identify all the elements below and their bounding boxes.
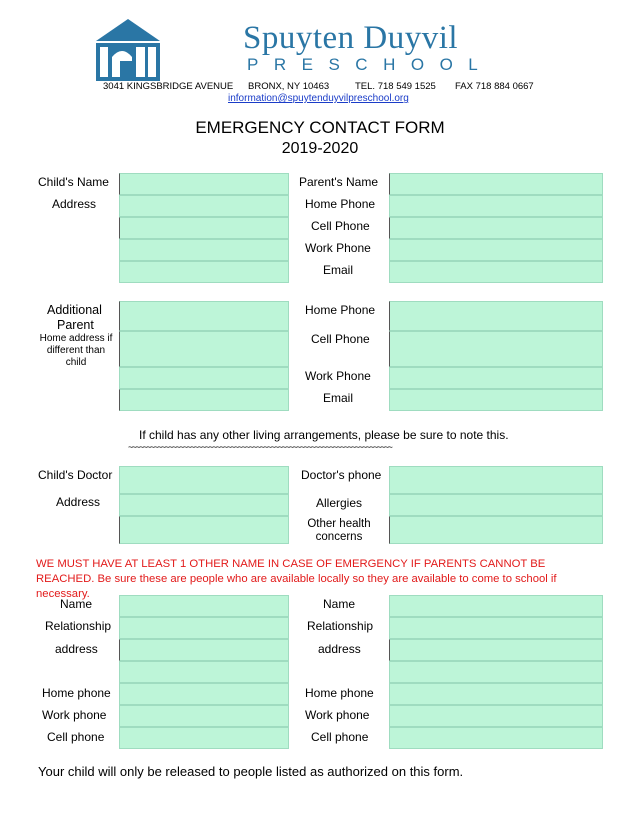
- fax: FAX 718 884 0667: [455, 81, 534, 92]
- label-contact1-name: Name: [60, 597, 93, 611]
- contact1-address-field-1[interactable]: [119, 639, 289, 661]
- label-contact2-home-phone: Home phone: [305, 686, 374, 700]
- additional-parent-address-field[interactable]: [119, 331, 289, 367]
- contact1-cell-phone-field[interactable]: [119, 727, 289, 749]
- contact1-relationship-field[interactable]: [119, 617, 289, 639]
- parent-name-field[interactable]: [389, 173, 603, 195]
- contact1-name-field[interactable]: [119, 595, 289, 617]
- label-contact2-name: Name: [323, 597, 356, 611]
- additional-parent-address-field-3[interactable]: [119, 389, 289, 411]
- child-address-field-2[interactable]: [119, 217, 289, 239]
- contact1-address-field-2[interactable]: [119, 661, 289, 683]
- additional-parent-name-field[interactable]: [119, 301, 289, 331]
- parent-home-phone-field[interactable]: [389, 195, 603, 217]
- street-address: 3041 KINGSBRIDGE AVENUE: [103, 81, 234, 92]
- label-child-name: Child's Name: [38, 175, 109, 189]
- label-address: Address: [52, 197, 97, 211]
- parent-work-phone-field[interactable]: [389, 239, 603, 261]
- additional-cell-phone-field[interactable]: [389, 331, 603, 367]
- child-address-field-3[interactable]: [119, 239, 289, 261]
- additional-home-phone-field[interactable]: [389, 301, 603, 331]
- parent-cell-phone-field[interactable]: [389, 217, 603, 239]
- contact2-address-field-2[interactable]: [389, 661, 603, 683]
- brand-subtitle: PRESCHOOL: [247, 55, 494, 74]
- tilde-divider: ~~~~~~~~~~~~~~~~~~~~~~~~~~~~~~~~~~~~~~~~~~~~~~~~~~~~~~~~~~~~~~~~~~~~~~~~: [128, 442, 392, 452]
- label-contact2-work-phone: Work phone: [305, 708, 370, 722]
- label-add-cell-phone: Cell Phone: [311, 332, 370, 346]
- allergies-field[interactable]: [389, 494, 603, 516]
- label-work-phone: Work Phone: [305, 241, 371, 255]
- label-parent-name: Parent's Name: [299, 175, 378, 189]
- label-contact2-cell-phone: Cell phone: [311, 730, 369, 744]
- city-address: BRONX, NY 10463: [248, 81, 330, 92]
- label-contact1-address: address: [55, 642, 98, 656]
- label-add-work-phone: Work Phone: [305, 369, 371, 383]
- doctor-address-field-1[interactable]: [119, 494, 289, 516]
- label-allergies: Allergies: [316, 496, 363, 510]
- form-title: EMERGENCY CONTACT FORM: [195, 118, 445, 137]
- release-notice: Your child will only be released to people listed as authorized on this form.: [38, 764, 464, 779]
- label-additional: Additional: [47, 303, 102, 317]
- doctor-phone-field[interactable]: [389, 466, 603, 494]
- living-arrangements-note: If child has any other living arrangements, please be sure to note this.: [139, 428, 509, 442]
- label-add-email: Email: [323, 391, 354, 405]
- contact2-work-phone-field[interactable]: [389, 705, 603, 727]
- contact2-cell-phone-field[interactable]: [389, 727, 603, 749]
- emergency-warning: WE MUST HAVE AT LEAST 1 OTHER NAME IN CASE OF EMERGENCY IF PARENTS CANNOT BE REACHED. Be sure these are people who are available locally so they are available to come to school if necessary.: [36, 558, 557, 600]
- child-address-field-4[interactable]: [119, 261, 289, 283]
- label-contact2-relationship: Relationship: [307, 619, 374, 633]
- child-address-field-1[interactable]: [119, 195, 289, 217]
- contact1-home-phone-field[interactable]: [119, 683, 289, 705]
- label-add-home-phone: Home Phone: [305, 303, 376, 317]
- label-other-health: Other health concerns: [307, 518, 371, 543]
- brand-name: Spuyten Duyvil: [243, 20, 459, 56]
- preschool-logo-icon: [96, 19, 160, 81]
- child-name-field[interactable]: [119, 173, 289, 195]
- label-home-address-note: Home address if different than child: [39, 333, 113, 368]
- label-email: Email: [323, 263, 354, 277]
- email-link[interactable]: information@spuytenduyvilpreschool.org: [228, 93, 409, 104]
- contact2-relationship-field[interactable]: [389, 617, 603, 639]
- label-contact1-home-phone: Home phone: [42, 686, 111, 700]
- label-contact1-work-phone: Work phone: [42, 708, 107, 722]
- label-contact1-cell-phone: Cell phone: [47, 730, 105, 744]
- contact2-name-field[interactable]: [389, 595, 603, 617]
- additional-work-phone-field[interactable]: [389, 367, 603, 389]
- contact2-address-field-1[interactable]: [389, 639, 603, 661]
- parent-email-field[interactable]: [389, 261, 603, 283]
- contact2-home-phone-field[interactable]: [389, 683, 603, 705]
- label-parent: Parent: [57, 318, 94, 332]
- other-health-field[interactable]: [389, 516, 603, 544]
- label-childs-doctor: Child's Doctor: [38, 468, 113, 482]
- label-cell-phone: Cell Phone: [311, 219, 370, 233]
- additional-parent-address-field-2[interactable]: [119, 367, 289, 389]
- form-year: 2019-2020: [281, 140, 359, 157]
- label-doctors-phone: Doctor's phone: [301, 468, 382, 482]
- additional-email-field[interactable]: [389, 389, 603, 411]
- contact1-work-phone-field[interactable]: [119, 705, 289, 727]
- telephone: TEL. 718 549 1525: [355, 81, 436, 92]
- label-contact1-relationship: Relationship: [45, 619, 112, 633]
- label-doctor-address: Address: [56, 495, 101, 509]
- label-home-phone: Home Phone: [305, 197, 376, 211]
- doctor-name-field[interactable]: [119, 466, 289, 494]
- doctor-address-field-2[interactable]: [119, 516, 289, 544]
- label-contact2-address: address: [318, 642, 361, 656]
